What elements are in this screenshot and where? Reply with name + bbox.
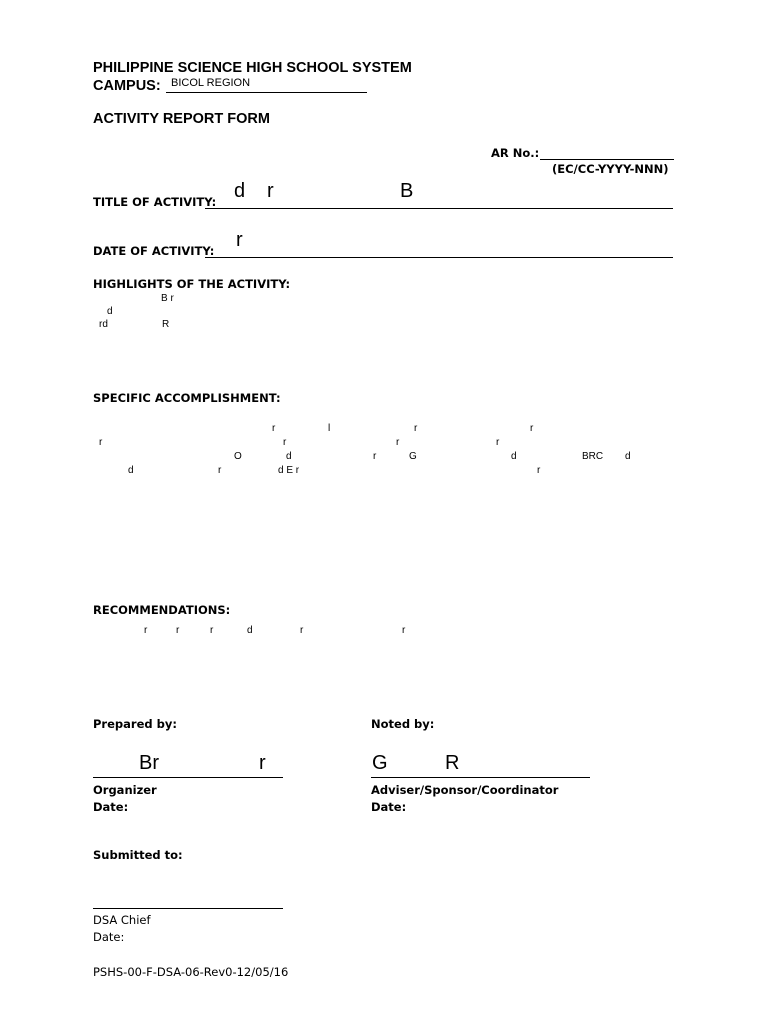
accomplishment-fragment: r [283,437,287,448]
title-fragment: r [267,180,274,202]
prepared-name-fragment: r [259,752,266,774]
adviser-signature-line[interactable] [371,777,590,778]
adviser-label: Adviser/Sponsor/Coordinator [371,783,559,797]
recommendations-fragment: r [176,625,180,636]
recommendations-fragment: r [300,625,304,636]
noted-by-label: Noted by: [371,717,435,731]
recommendations-fragment: d [247,625,253,636]
accomplishment-fragment: r [272,423,276,434]
date-of-activity-field[interactable] [205,257,673,258]
organizer-signature-line[interactable] [93,777,283,778]
system-title: PHILIPPINE SCIENCE HIGH SCHOOL SYSTEM [93,60,412,76]
form-title: ACTIVITY REPORT FORM [93,111,270,127]
dsa-date-label: Date: [93,930,125,944]
highlights-fragment: B r [161,293,174,304]
recommendations-fragment: r [402,625,406,636]
form-code: PSHS-00-F-DSA-06-Rev0-12/05/16 [93,965,289,979]
highlights-label: HIGHLIGHTS OF THE ACTIVITY: [93,277,291,291]
accomplishment-fragment: r [414,423,418,434]
title-fragment: B [400,180,414,202]
accomplishment-fragment: d E r [278,465,300,476]
organizer-date-label: Date: [93,800,129,814]
accomplishment-fragment: r [99,437,103,448]
prepared-by-label: Prepared by: [93,717,177,731]
submitted-to-label: Submitted to: [93,848,183,862]
dsa-signature-line[interactable] [93,908,283,909]
accomplishment-fragment: d [128,465,134,476]
accomplishment-fragment: d [625,451,631,462]
date-of-activity-label: DATE OF ACTIVITY: [93,244,215,258]
ar-number-label: AR No.: [491,146,540,160]
accomplishment-fragment: r [373,451,377,462]
dsa-chief-label: DSA Chief [93,913,151,927]
accomplishment-fragment: d [286,451,292,462]
accomplishment-fragment: r [530,423,534,434]
recommendations-fragment: r [210,625,214,636]
accomplishment-fragment: r [537,465,541,476]
adviser-date-label: Date: [371,800,407,814]
highlights-fragment: d [107,306,113,317]
campus-underline [166,92,367,93]
recommendations-label: RECOMMENDATIONS: [93,603,231,617]
noted-name-fragment: R [445,752,460,774]
ar-number-field[interactable] [540,159,674,160]
prepared-name-fragment: Br [139,752,159,774]
accomplishment-fragment: O [234,451,242,462]
recommendations-fragment: r [144,625,148,636]
title-of-activity-label: TITLE OF ACTIVITY: [93,195,217,209]
accomplishment-fragment: r [396,437,400,448]
campus-value[interactable]: BICOL REGION [171,77,251,89]
noted-name-fragment: G [372,752,388,774]
date-fragment: r [236,229,243,251]
organizer-label: Organizer [93,783,157,797]
accomplishment-fragment: l [328,423,331,434]
accomplishment-fragment: d [511,451,517,462]
highlights-fragment: R [162,319,170,330]
accomplishment-label: SPECIFIC ACCOMPLISHMENT: [93,391,281,405]
ar-format-hint: (EC/CC-YYYY-NNN) [552,162,669,176]
accomplishment-fragment: BRC [582,451,604,462]
title-fragment: d [234,180,246,202]
accomplishment-fragment: r [496,437,500,448]
title-of-activity-field[interactable] [205,208,673,209]
accomplishment-fragment: G [409,451,417,462]
accomplishment-fragment: r [218,465,222,476]
campus-label: CAMPUS: [93,78,161,94]
highlights-fragment: rd [99,319,108,330]
